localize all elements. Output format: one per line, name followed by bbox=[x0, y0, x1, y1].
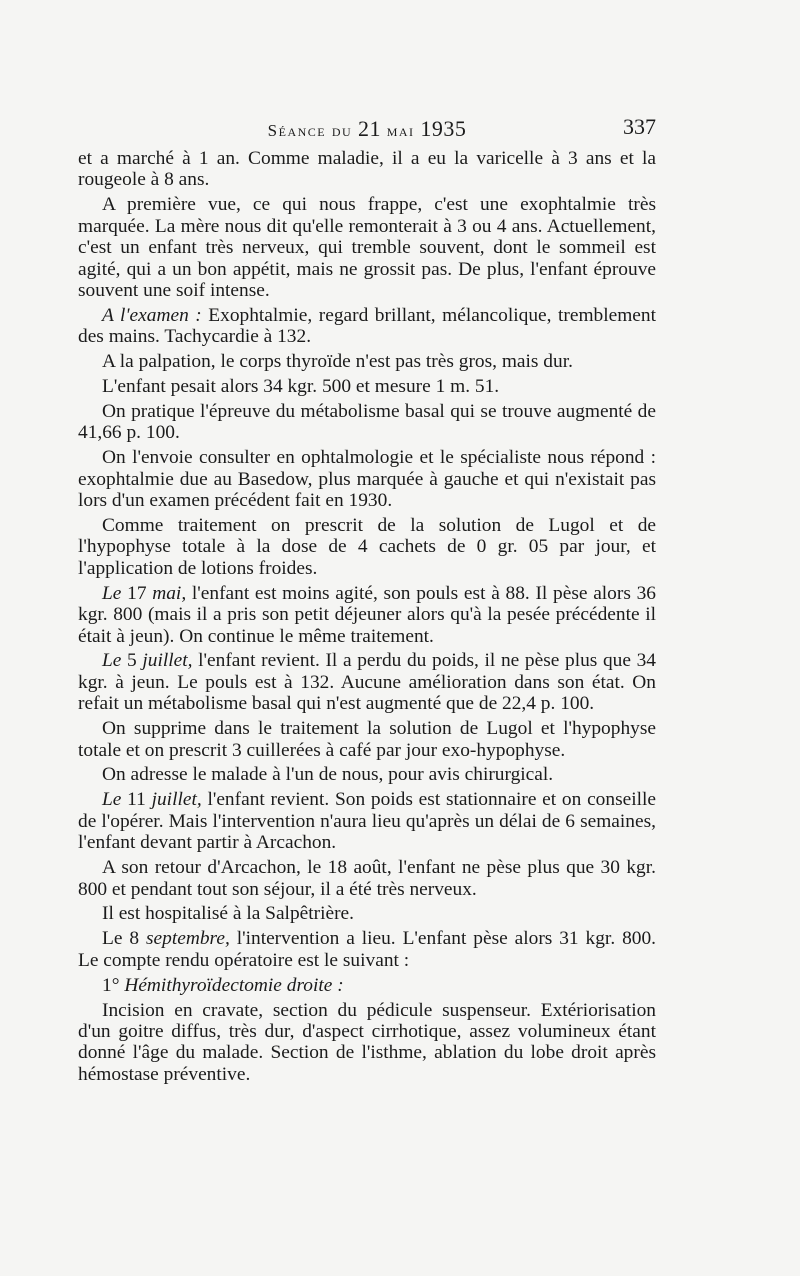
paragraph-text: Il est hospitalisé à la Salpêtrière. bbox=[102, 903, 354, 925]
running-head-prefix: Séance du bbox=[267, 121, 358, 140]
paragraph bbox=[78, 194, 656, 301]
paragraph-italic: A l'examen : bbox=[102, 304, 202, 326]
paragraph bbox=[78, 148, 656, 191]
paragraph bbox=[78, 975, 656, 996]
running-head-day: 21 bbox=[357, 116, 381, 141]
paragraph-text: On pratique l'épreuve du métabolisme basal qui se trouve augmenté de 41,66 p. 100. bbox=[78, 400, 656, 444]
paragraph-italic: septembre, bbox=[145, 928, 230, 950]
paragraph-italic: Hémithyroïdectomie droite : bbox=[124, 974, 344, 996]
paragraph-text: A la palpation, le corps thyroïde n'est pas très gros, mais dur. bbox=[102, 351, 573, 373]
paragraph-italic: Le bbox=[102, 650, 122, 672]
paragraph-text: Le 8 bbox=[102, 928, 146, 950]
paragraph bbox=[78, 305, 656, 348]
paragraph-text: On supprime dans le traitement la solution de Lugol et l'hypophyse totale et on prescrit 3 cuillerées à café par jour exo-hypophyse. bbox=[78, 718, 656, 761]
paragraph-text: et a marché à 1 an. Comme maladie, il a eu la varicelle à 3 ans et la rougeole à 8 ans. bbox=[78, 148, 656, 191]
paragraph-text: A son retour d'Arcachon, le 18 août, l'enfant ne pèse plus que 30 kgr. 800 et pendant tout son séjour, il a été très nerveux. bbox=[78, 857, 656, 900]
running-head-year: 1935 bbox=[420, 116, 467, 141]
paragraph bbox=[78, 650, 656, 714]
paragraph bbox=[78, 401, 656, 444]
paragraph bbox=[78, 376, 656, 397]
page-header bbox=[78, 112, 656, 142]
paragraph-text: l'enfant revient. Il a perdu du poids, il ne pèse plus que 34 kgr. à jeun. Le pouls est à 132. Aucune amélioration dans son état. On refait un métabolisme basal qui n'est augmenté que de 22,4 p. 100. bbox=[78, 650, 657, 715]
paragraph-italic: Le bbox=[102, 582, 122, 604]
paragraph-italic: juillet, bbox=[151, 789, 202, 811]
paragraph-text: 5 bbox=[121, 650, 143, 672]
paragraph-text: Incision en cravate, section du pédicule suspenseur. Extériorisation d'un goitre diffus, très dur, d'aspect cirrhotique, assez volumineux étant donné l'âge du malade. Section de l'isthme, ablation du lobe droit après hémostase préventive. bbox=[78, 999, 656, 1085]
paragraph-text: L'enfant pesait alors 34 kgr. 500 et mesure 1 m. 51. bbox=[102, 376, 500, 398]
page-number: 337 bbox=[623, 114, 656, 139]
paragraph-italic: juillet, bbox=[142, 650, 193, 672]
paragraph-text: l'enfant revient. Son poids est stationnaire et on conseille de l'opérer. Mais l'intervention n'aura lieu qu'après un délai de 6 semaines, l'enfant devant partir à Arcachon. bbox=[78, 789, 656, 854]
running-head-month: mai bbox=[380, 121, 421, 140]
paragraph-text: Exophtalmie, regard brillant, mélancolique, tremblement des mains. Tachycardie à 132. bbox=[78, 304, 656, 348]
paragraph bbox=[78, 764, 656, 785]
paragraph bbox=[78, 928, 656, 971]
paragraph bbox=[78, 903, 656, 924]
paragraph bbox=[78, 447, 656, 511]
paragraph bbox=[78, 718, 656, 761]
paragraph-text: 11 bbox=[121, 789, 152, 811]
paragraph-text: On l'envoie consulter en ophtalmologie et le spécialiste nous répond : exophtalmie due au Basedow, plus marquée à gauche et qui n'existait pas lors d'un examen précédent fait en 1930. bbox=[78, 447, 656, 512]
paragraph bbox=[78, 351, 656, 372]
paragraph-text: 1° bbox=[102, 974, 125, 996]
paragraph-text: On adresse le malade à l'un de nous, pour avis chirurgical. bbox=[102, 764, 554, 786]
paragraph-text: Comme traitement on prescrit de la solution de Lugol et de l'hypophyse totale à la dose de 4 cachets de 0 gr. 05 par jour, et l'application de lotions froides. bbox=[78, 515, 656, 579]
paragraph-text: l'intervention a lieu. L'enfant pèse alors 31 kgr. 800. Le compte rendu opératoire est le suivant : bbox=[78, 928, 657, 971]
body-text bbox=[78, 148, 656, 1085]
paragraph bbox=[78, 583, 656, 647]
paragraph-text: A première vue, ce qui nous frappe, c'est une exophtalmie très marquée. La mère nous dit qu'elle remonterait à 3 ou 4 ans. Actuellement, c'est un enfant très nerveux, qui tremble souvent, dont le sommeil est agité, qui a un bon appétit, mais ne grossit pas. De plus, l'enfant éprouve souvent une soif intense. bbox=[78, 194, 656, 301]
paragraph-italic: mai, bbox=[152, 582, 187, 604]
paragraph-text: l'enfant est moins agité, son pouls est à 88. Il pèse alors 36 kgr. 800 (mais il a pris son petit déjeuner alors qu'à la pesée précédente il était à jeun). On continue le même traitement. bbox=[78, 582, 656, 647]
paragraph bbox=[78, 515, 656, 579]
running-head bbox=[78, 116, 656, 142]
paragraph-italic: Le bbox=[102, 789, 122, 811]
paragraph bbox=[78, 789, 656, 853]
paragraph bbox=[78, 857, 656, 900]
paragraph-text: 17 bbox=[121, 582, 153, 604]
paragraph bbox=[78, 1000, 656, 1086]
